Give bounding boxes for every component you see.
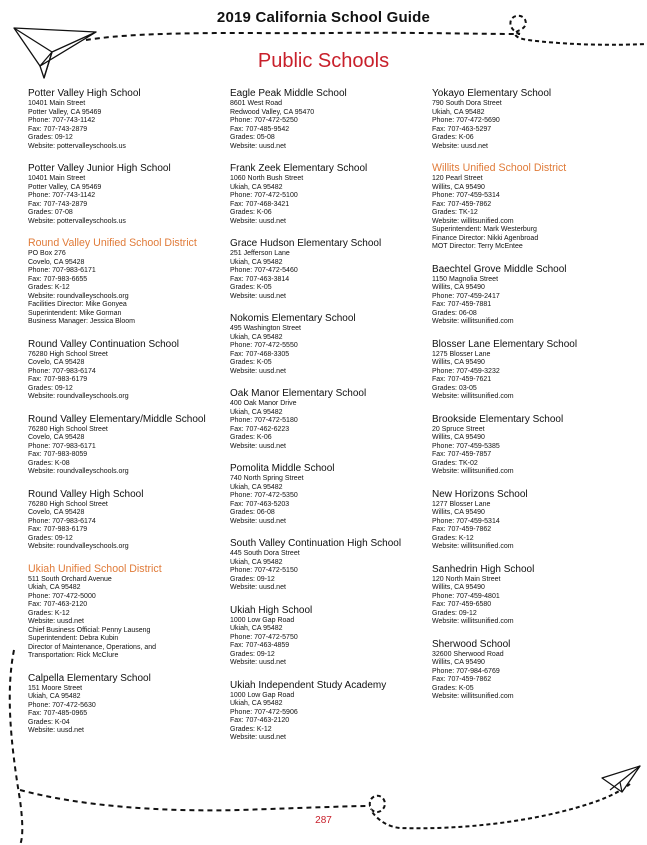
detail-line: Director of Maintenance, Operations, and <box>28 643 157 651</box>
detail-line: Website: willitsunified.com <box>432 543 514 550</box>
detail-line: Willits, CA 95490 <box>432 659 485 666</box>
detail-line: Superintendent: Mike Gorman <box>28 309 122 317</box>
detail-line: Website: uusd.net <box>230 517 286 525</box>
detail-line: Ukiah, CA 95482 <box>230 558 283 566</box>
detail-line: Phone: 707-743-1142 <box>28 117 96 124</box>
detail-line: Fax: 707-463-5203 <box>230 500 290 508</box>
detail-line: Phone: 707-472-5180 <box>230 417 298 424</box>
detail-line: Grades: TK-12 <box>432 209 478 216</box>
detail-line: Covelo, CA 95428 <box>28 258 85 266</box>
detail-line: Fax: 707-983-8059 <box>28 451 88 458</box>
detail-line: Ukiah, CA 95482 <box>230 700 283 707</box>
detail-line: Covelo, CA 95428 <box>28 434 85 441</box>
school-entry <box>432 563 632 627</box>
detail-line: Grades: K-05 <box>432 684 474 692</box>
detail-line: 10401 Main Street <box>28 175 86 182</box>
detail-line: Grades: K-04 <box>28 718 70 726</box>
detail-line: Ukiah, CA 95482 <box>230 333 283 341</box>
detail-line: 445 South Dora Street <box>230 550 300 557</box>
detail-line: 1000 Low Gap Road <box>230 691 295 699</box>
school-name: Pomolita Middle School <box>230 463 335 474</box>
detail-line: Phone: 707-459-5314 <box>432 192 500 199</box>
detail-line: MOT Director: Terry McEntee <box>432 243 523 250</box>
detail-line: Superintendent: Debra Kubin <box>28 635 119 642</box>
detail-line: Website: willitsunified.com <box>432 318 514 325</box>
detail-line: Website: roundvalleyschools.org <box>28 393 129 400</box>
detail-line: 495 Washington Street <box>230 325 301 332</box>
school-name: Nokomis Elementary School <box>230 313 356 324</box>
column-3 <box>432 87 632 713</box>
detail-line: Phone: 707-459-3232 <box>432 367 500 375</box>
column-1 <box>28 87 228 747</box>
district-name: Willits Unified School District <box>432 162 567 174</box>
school-name: Grace Hudson Elementary School <box>230 238 382 249</box>
detail-line: Fax: 707-459-7862 <box>432 200 492 208</box>
school-entry <box>230 387 430 451</box>
detail-line: Fax: 707-463-5297 <box>432 125 492 133</box>
detail-line: Grades: K-12 <box>432 534 474 542</box>
detail-line: 120 Pearl Street <box>432 175 483 182</box>
detail-line: 400 Oak Manor Drive <box>230 400 297 407</box>
detail-line: Willits, CA 95490 <box>432 509 485 516</box>
school-name: Calpella Elementary School <box>28 672 151 684</box>
detail-line: Phone: 707-472-5150 <box>230 567 298 574</box>
school-entry <box>230 679 430 743</box>
detail-line: Business Manager: Jessica Bloom <box>28 318 135 325</box>
detail-line: Finance Director: Nikki Agenbroad <box>432 234 539 242</box>
school-name: South Valley Continuation High School <box>230 538 402 549</box>
district-entry <box>28 563 228 661</box>
detail-line: Phone: 707-983-6174 <box>28 517 96 525</box>
detail-line: Website: uusd.net <box>230 142 286 150</box>
detail-line: Phone: 707-472-5250 <box>230 117 298 124</box>
detail-line: Ukiah, CA 95482 <box>230 258 283 266</box>
detail-line: PO Box 276 <box>28 250 66 257</box>
detail-line: Website: uusd.net <box>230 584 286 591</box>
school-name: Round Valley Elementary/Middle School <box>28 413 206 425</box>
detail-line: Phone: 707-743-1142 <box>28 192 96 199</box>
school-name: Oak Manor Elementary School <box>230 388 367 399</box>
detail-line: Grades: K-08 <box>28 459 70 467</box>
detail-line: Fax: 707-462-6223 <box>230 425 290 433</box>
detail-line: Willits, CA 95490 <box>432 183 485 191</box>
detail-line: Website: willitsunified.com <box>432 693 514 700</box>
school-entry <box>230 87 430 151</box>
detail-line: Phone: 707-472-5000 <box>28 592 96 600</box>
paper-airplane-small-icon <box>602 766 640 792</box>
detail-line: Chief Business Official: Penny Lauseng <box>28 626 151 634</box>
detail-line: Grades: 09-12 <box>432 609 477 617</box>
detail-line: Ukiah, CA 95482 <box>28 693 81 700</box>
detail-line: Phone: 707-472-5550 <box>230 342 298 349</box>
detail-line: Covelo, CA 95428 <box>28 509 85 516</box>
detail-line: Phone: 707-472-5630 <box>28 701 96 709</box>
detail-line: 251 Jefferson Lane <box>230 250 290 257</box>
school-entry <box>28 413 228 477</box>
detail-line: Website: willitsunified.com <box>432 468 514 475</box>
school-entry <box>230 162 430 226</box>
detail-line: Website: willitsunified.com <box>432 618 514 625</box>
school-entry <box>432 263 632 327</box>
school-name: Round Valley Continuation School <box>28 338 180 350</box>
detail-line: Fax: 707-463-2120 <box>28 601 88 608</box>
detail-line: Website: uusd.net <box>230 217 286 225</box>
detail-line: 120 North Main Street <box>432 575 501 583</box>
detail-line: Ukiah, CA 95482 <box>432 108 485 116</box>
page-number: 287 <box>315 815 332 826</box>
detail-line: Fax: 707-459-7862 <box>432 676 492 683</box>
detail-line: Grades: 09-12 <box>230 575 275 583</box>
detail-line: Ukiah, CA 95482 <box>230 483 283 491</box>
detail-line: Website: uusd.net <box>230 292 286 300</box>
detail-line: Grades: K-12 <box>28 609 70 617</box>
detail-line: Phone: 707-983-6174 <box>28 367 96 375</box>
detail-line: Fax: 707-459-7881 <box>432 301 492 308</box>
detail-line: Fax: 707-459-6580 <box>432 601 492 608</box>
section-title: Public Schools <box>257 50 390 72</box>
school-entry <box>230 312 430 376</box>
detail-line: Website: uusd.net <box>230 442 286 450</box>
detail-line: 1150 Magnolia Street <box>432 275 499 283</box>
detail-line: Phone: 707-459-4801 <box>432 592 500 600</box>
column-2 <box>230 87 430 754</box>
school-name: Round Valley High School <box>28 488 144 500</box>
school-entry <box>432 338 632 402</box>
detail-line: 1275 Blosser Lane <box>432 350 491 358</box>
detail-line: 1060 North Bush Street <box>230 175 304 182</box>
school-entry <box>432 87 632 151</box>
detail-line: 76280 High School Street <box>28 425 108 433</box>
school-entry <box>432 638 632 702</box>
detail-line: Willits, CA 95490 <box>432 584 485 591</box>
detail-line: Grades: K-05 <box>230 284 272 291</box>
detail-line: Website: uusd.net <box>28 727 84 734</box>
detail-line: Fax: 707-463-4859 <box>230 642 290 649</box>
detail-line: Phone: 707-459-2417 <box>432 292 500 300</box>
detail-line: Website: pottervalleyschools.us <box>28 142 126 150</box>
detail-line: 76280 High School Street <box>28 350 108 358</box>
detail-line: Phone: 707-459-5314 <box>432 517 500 525</box>
detail-line: Fax: 707-983-6179 <box>28 526 88 533</box>
detail-line: Grades: 09-12 <box>230 650 275 658</box>
detail-line: Fax: 707-459-7862 <box>432 526 492 533</box>
school-name: Ukiah Independent Study Academy <box>230 679 387 691</box>
detail-line: Phone: 707-472-5100 <box>230 192 298 199</box>
detail-line: Grades: TK-02 <box>432 459 478 467</box>
district-entry <box>432 162 632 252</box>
detail-line: Fax: 707-983-6655 <box>28 275 88 283</box>
detail-line: Phone: 707-459-5385 <box>432 442 500 450</box>
detail-line: Grades: 09-12 <box>28 384 73 392</box>
detail-line: Fax: 707-485-9542 <box>230 125 290 133</box>
detail-line: 790 South Dora Street <box>432 100 502 107</box>
detail-line: Willits, CA 95490 <box>432 434 485 441</box>
detail-line: Fax: 707-459-7857 <box>432 451 492 458</box>
school-name: Sherwood School <box>432 638 511 650</box>
detail-line: 1277 Blosser Lane <box>432 500 491 508</box>
detail-line: Grades: 05-08 <box>230 134 275 141</box>
school-entry <box>28 488 228 552</box>
detail-line: Website: roundvalleyschools.org <box>28 543 129 550</box>
school-name: Ukiah High School <box>230 604 313 616</box>
school-name: Eagle Peak Middle School <box>230 88 347 99</box>
detail-line: Grades: 06-08 <box>432 309 477 317</box>
detail-line: Phone: 707-472-5750 <box>230 633 298 641</box>
school-name: Brookside Elementary School <box>432 413 564 425</box>
detail-line: Ukiah, CA 95482 <box>230 625 283 632</box>
detail-line: Fax: 707-459-7621 <box>432 376 492 383</box>
detail-line: Website: pottervalleyschools.us <box>28 217 126 225</box>
detail-line: Grades: K-05 <box>230 359 272 366</box>
detail-line: Website: roundvalleyschools.org <box>28 292 129 300</box>
school-name: Baechtel Grove Middle School <box>432 263 567 275</box>
school-entry <box>432 413 632 477</box>
detail-line: Website: uusd.net <box>432 142 488 150</box>
detail-line: Fax: 707-463-2120 <box>230 717 290 724</box>
detail-line: Website: willitsunified.com <box>432 217 514 225</box>
district-name: Round Valley Unified School District <box>28 237 197 249</box>
school-name: Potter Valley High School <box>28 88 141 99</box>
detail-line: Willits, CA 95490 <box>432 284 485 291</box>
detail-line: Website: uusd.net <box>230 734 286 741</box>
school-entry <box>230 537 430 593</box>
detail-line: Fax: 707-463-3814 <box>230 275 290 283</box>
detail-line: Grades: 09-12 <box>28 534 73 542</box>
detail-line: Superintendent: Mark Westerburg <box>432 226 537 233</box>
detail-line: Facilities Director: Mike Gonyea <box>28 301 127 308</box>
detail-line: Ukiah, CA 95482 <box>230 408 283 416</box>
school-name: Frank Zeek Elementary School <box>230 163 368 174</box>
detail-line: 76280 High School Street <box>28 500 108 508</box>
detail-line: Phone: 707-472-5906 <box>230 708 298 716</box>
detail-line: 32600 Sherwood Road <box>432 650 504 658</box>
detail-line: Website: uusd.net <box>28 618 84 625</box>
detail-line: 511 South Orchard Avenue <box>28 575 112 583</box>
detail-line: Phone: 707-472-5350 <box>230 492 298 499</box>
detail-line: Website: willitsunified.com <box>432 393 514 400</box>
detail-line: Grades: 03-05 <box>432 384 477 392</box>
school-entry <box>28 672 228 736</box>
detail-line: Fax: 707-485-0965 <box>28 710 88 717</box>
detail-line: Fax: 707-468-3305 <box>230 350 290 358</box>
school-entry <box>432 488 632 552</box>
detail-line: Grades: K-06 <box>230 209 272 216</box>
detail-line: Covelo, CA 95428 <box>28 359 85 366</box>
school-entry <box>230 462 430 526</box>
detail-line: Grades: 09-12 <box>28 134 73 141</box>
district-name: Ukiah Unified School District <box>28 562 162 575</box>
school-name: Blosser Lane Elementary School <box>432 338 578 350</box>
detail-line: Phone: 707-983-6171 <box>28 267 96 274</box>
district-entry <box>28 237 228 327</box>
school-entry <box>230 237 430 301</box>
detail-line: 1000 Low Gap Road <box>230 616 295 624</box>
detail-line: 740 North Spring Street <box>230 475 304 482</box>
detail-line: Grades: 07-08 <box>28 209 73 216</box>
detail-line: Website: roundvalleyschools.org <box>28 468 129 475</box>
guide-title: 2019 California School Guide <box>216 9 431 26</box>
detail-line: Phone: 707-472-5460 <box>230 267 298 274</box>
school-name: Potter Valley Junior High School <box>28 163 171 174</box>
detail-line: Grades: K-06 <box>230 434 272 441</box>
school-name: New Horizons School <box>432 488 528 500</box>
detail-line: Website: uusd.net <box>230 367 286 375</box>
school-entry <box>28 87 228 151</box>
school-entry <box>28 162 228 226</box>
detail-line: Ukiah, CA 95482 <box>230 183 283 191</box>
detail-line: Potter Valley, CA 95469 <box>28 108 102 116</box>
detail-line: Phone: 707-984-6769 <box>432 667 500 675</box>
school-name: Yokayo Elementary School <box>432 88 552 99</box>
detail-line: Redwood Valley, CA 95470 <box>230 108 315 116</box>
detail-line: 10401 Main Street <box>28 100 86 107</box>
detail-line: Fax: 707-743-2879 <box>28 125 88 133</box>
detail-line: Willits, CA 95490 <box>432 359 485 366</box>
detail-line: 151 Moore Street <box>28 684 83 692</box>
school-entry <box>230 604 430 668</box>
detail-line: Grades: 06-08 <box>230 509 275 516</box>
school-name: Sanhedrin High School <box>432 563 535 575</box>
school-entry <box>28 338 228 402</box>
detail-line: Phone: 707-983-6171 <box>28 442 96 450</box>
detail-line: 8601 West Road <box>230 100 283 107</box>
detail-line: Fax: 707-468-3421 <box>230 200 290 208</box>
detail-line: Website: uusd.net <box>230 659 286 666</box>
detail-line: Grades: K-12 <box>230 725 272 733</box>
detail-line: Ukiah, CA 95482 <box>28 584 81 591</box>
detail-line: 20 Spruce Street <box>432 425 485 433</box>
detail-line: Transportation: Rick McClure <box>28 652 119 659</box>
detail-line: Grades: K-06 <box>432 134 474 141</box>
detail-line: Potter Valley, CA 95469 <box>28 183 102 191</box>
detail-line: Fax: 707-983-6179 <box>28 376 88 383</box>
detail-line: Grades: K-12 <box>28 284 70 291</box>
detail-line: Fax: 707-743-2879 <box>28 200 88 208</box>
detail-line: Phone: 707-472-5690 <box>432 117 500 124</box>
